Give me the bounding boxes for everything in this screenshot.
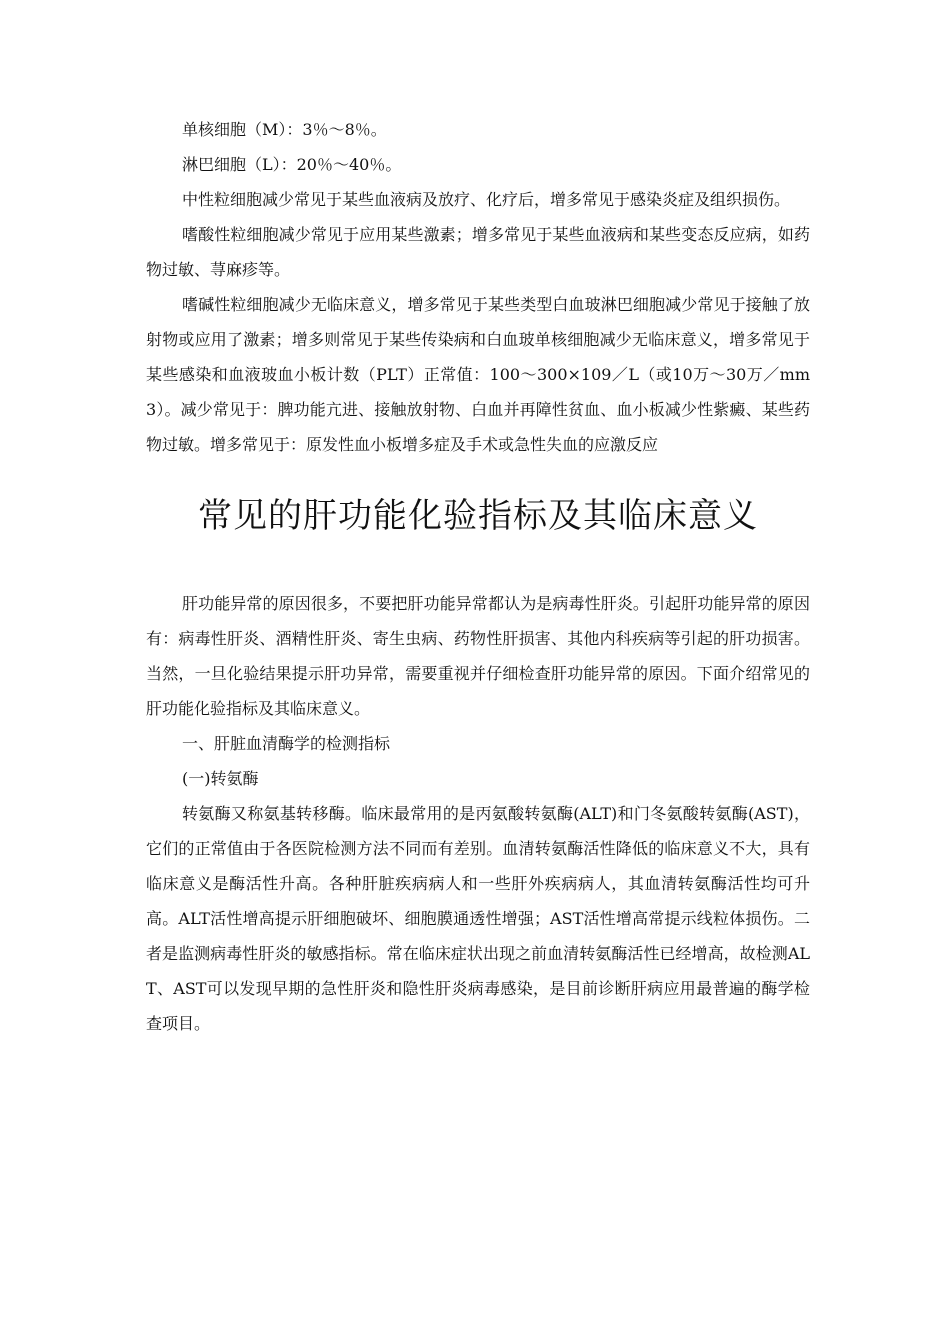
paragraph-liver-intro: 肝功能异常的原因很多，不要把肝功能异常都认为是病毒性肝炎。引起肝功能异常的原因有：病毒性肝炎、酒精性肝炎、寄生虫病、药物性肝损害、其他内科疾病等引起的肝功损害。当然，一旦化验结果提示肝功异常，需要重视并仔细检查肝功能异常的原因。下面介绍常见的肝功能化验指标及其临床意义。 bbox=[146, 594, 810, 718]
paragraph-enzyme-heading: 一、肝脏血清酶学的检测指标 bbox=[182, 734, 391, 753]
paragraph-monocytes: 单核细胞（M）：3％～8％。 bbox=[182, 120, 387, 139]
section-title: 常见的肝功能化验指标及其临床意义 bbox=[198, 496, 758, 536]
paragraph-neutrophils: 中性粒细胞减少常见于某些血液病及放疗、化疗后，增多常见于感染炎症及组织损伤。 bbox=[182, 190, 791, 209]
document-page bbox=[146, 112, 810, 1041]
paragraph-transaminase-heading: (一)转氨酶 bbox=[182, 769, 259, 788]
paragraph-lymphocytes: 淋巴细胞（L）：20％～40％。 bbox=[182, 155, 402, 174]
paragraph-basophils-platelets: 嗜碱性粒细胞减少无临床意义，增多常见于某些类型白血玻淋巴细胞减少常见于接触了放射物或应用了激素；增多则常见于某些传染病和白血玻单核细胞减少无临床意义，增多常见于某些感染和血液玻血小板计数（PLT）正常值：100～300×109／L（或10万～30万／mm3）。减少常见于：脾功能亢进、接触放射物、白血并再障性贫血、血小板减少性紫癜、某些药物过敏。增多常见于：原发性血小板增多症及手术或急性失血的应激反应 bbox=[146, 295, 810, 454]
paragraph-transaminase-body: 转氨酶又称氨基转移酶。临床最常用的是丙氨酸转氨酶(ALT)和门冬氨酸转氨酶(AST)，它们的正常值由于各医院检测方法不同而有差别。血清转氨酶活性降低的临床意义不大，具有临床意义是酶活性升高。各种肝脏疾病病人和一些肝外疾病病人，其血清转氨酶活性均可升高。ALT活性增高提示肝细胞破坏、细胞膜通透性增强；AST活性增高常提示线粒体损伤。二者是监测病毒性肝炎的敏感指标。常在临床症状出现之前血清转氨酶活性已经增高，故检测ALT、AST可以发现早期的急性肝炎和隐性肝炎病毒感染，是目前诊断肝病应用最普遍的酶学检查项目。 bbox=[146, 804, 810, 1033]
paragraph-eosinophils: 嗜酸性粒细胞减少常见于应用某些激素；增多常见于某些血液病和某些变态反应病，如药物过敏、荨麻疹等。 bbox=[146, 225, 810, 279]
title-spacer bbox=[146, 546, 810, 586]
